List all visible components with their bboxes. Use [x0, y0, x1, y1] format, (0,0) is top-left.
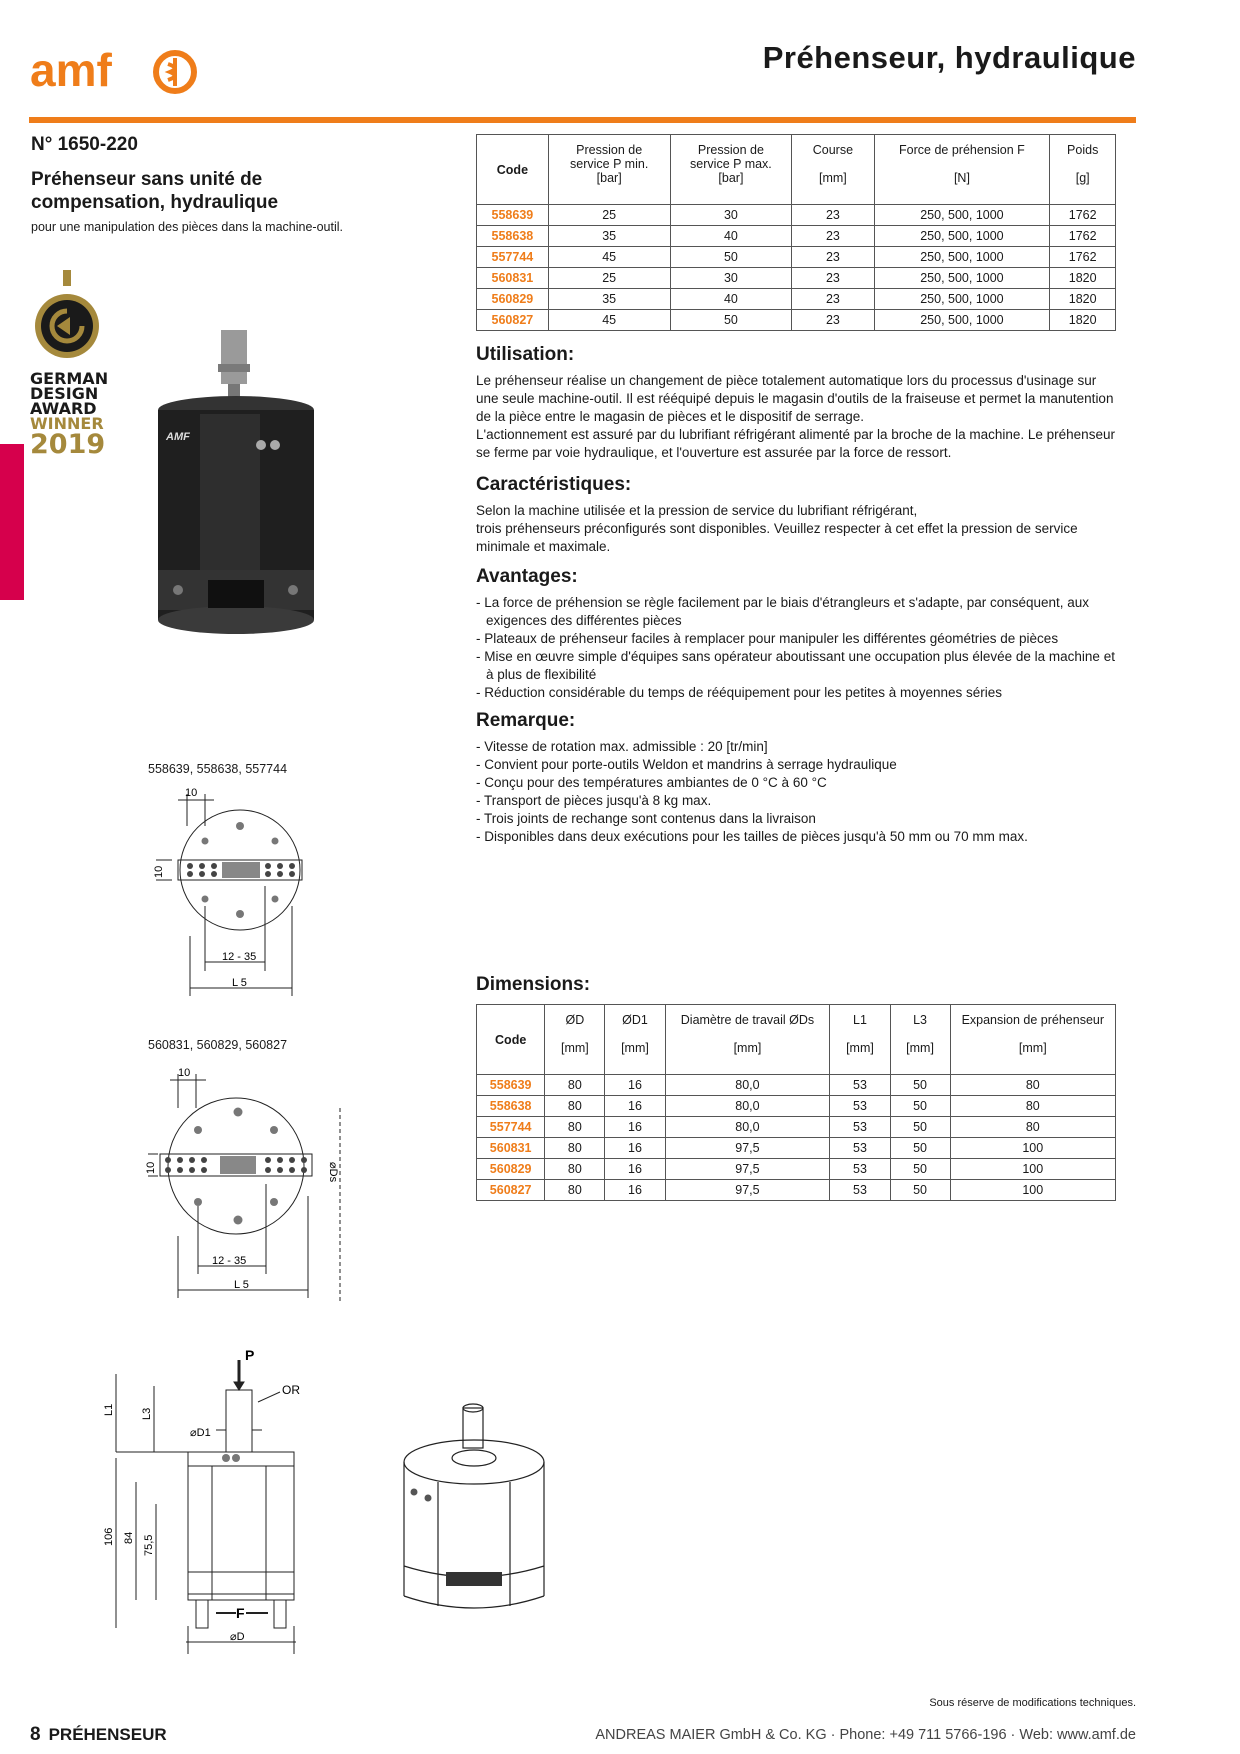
list-item: - Trois joints de rechange sont contenus dans la livraison [476, 811, 816, 826]
dim-header-code: Code [477, 1005, 545, 1075]
spec-header-code: Code [477, 135, 549, 205]
side-label-f: F [236, 1605, 245, 1621]
footnote: Sous réserve de modifications techniques. [929, 1697, 1136, 1709]
table-row: 558639 80 16 80,0 53 50 80 [477, 1075, 1116, 1096]
table-row: 558638 35 40 23 250, 500, 1000 1762 [477, 226, 1116, 247]
amf-logo [30, 42, 195, 94]
table-row: 560827 80 16 97,5 53 50 100 [477, 1180, 1116, 1201]
logo-text: amf [30, 44, 112, 96]
table-row: 560831 80 16 97,5 53 50 100 [477, 1138, 1116, 1159]
figure1-caption: 558639, 558638, 557744 [148, 762, 288, 776]
side-label-d1: ⌀D1 [190, 1427, 211, 1439]
side-label-d: ⌀D [230, 1631, 245, 1643]
dimensions-table [476, 1004, 1116, 1201]
fig2-dim-10-side: 10 [145, 1161, 157, 1174]
utilisation-heading: Utilisation: [476, 344, 575, 365]
list-item: - Mise en œuvre simple d'équipes sans opérateur aboutissant une occupation plus élevée de la machine et à plus de flexibilité [476, 649, 1115, 682]
table-row: 558638 80 16 80,0 53 50 80 [477, 1096, 1116, 1117]
side-label-l1: L1 [103, 1403, 115, 1416]
list-item: - Plateaux de préhenseur faciles à remplacer pour manipuler les différentes géométries de pièces [476, 631, 1059, 646]
list-item: - Disponibles dans deux exécutions pour les tailles de pièces jusqu'à 50 mm ou 70 mm max. [476, 829, 1028, 844]
award-line3: AWARD [30, 399, 97, 418]
product-subtitle: Préhenseur sans unité de compensation, hydraulique [31, 169, 279, 213]
table-row: 560829 80 16 97,5 53 50 100 [477, 1159, 1116, 1180]
table-row: 557744 45 50 23 250, 500, 1000 1762 [477, 247, 1116, 268]
list-item: - Convient pour porte-outils Weldon et mandrins à serrage hydraulique [476, 757, 897, 772]
side-label-p: P [245, 1347, 255, 1363]
table-row: 560827 45 50 23 250, 500, 1000 1820 [477, 310, 1116, 331]
spec-header-pmax: Pression de service P max. [bar] [670, 135, 792, 205]
footer-section [30, 1724, 167, 1746]
remarque-heading: Remarque: [476, 710, 576, 731]
amf-logo-mark [30, 42, 195, 102]
page-number: 8 [30, 1724, 41, 1745]
side-label-l3: L3 [141, 1407, 153, 1420]
list-item: - La force de préhension se règle facilement par le biais d'étrangleurs et s'adapte, par conséquent, aux exigences des différentes pièces [476, 595, 1090, 628]
caracteristiques-section [476, 474, 1116, 556]
spec-header-course: Course [mm] [792, 135, 874, 205]
product-description: pour une manipulation des pièces dans la machine-outil. [31, 220, 343, 234]
isometric-drawing [400, 1396, 550, 1624]
side-label-75-5: 75,5 [143, 1534, 155, 1556]
fig2-dim-l5: L 5 [234, 1279, 249, 1291]
table-row: 560831 25 30 23 250, 500, 1000 1820 [477, 268, 1116, 289]
fig2-dim-12-35: 12 - 35 [212, 1255, 247, 1267]
fig1-dim-12-35: 12 - 35 [222, 951, 257, 963]
svg-text:AMF: AMF [166, 431, 190, 443]
utilisation-text-1: Le préhenseur réalise un changement de pièce totalement automatique lors du processus d'usinage sur une seule machine-outil. Il est rééquipé depuis le magasin d'outils de la fraiseuse et permet la manutention de la pièce entre le magasin de pièces et le dispositif de serrage. [476, 373, 1114, 424]
award-line4: WINNER [30, 414, 104, 433]
dim-header-l1: L1 [mm] [830, 1005, 890, 1075]
award-medal-icon [30, 270, 104, 366]
caracteristiques-text-2: trois préhenseurs préconfigurés sont disponibles. Veuillez respecter à cet effet la pression de service minimale et maximale. [476, 521, 1078, 554]
fig2-dim-ds: ⌀Ds [327, 1162, 339, 1183]
side-view-dimension-drawing [96, 1346, 326, 1660]
fig2-dim-10-top: 10 [178, 1067, 191, 1079]
award-year: 2019 [30, 429, 106, 460]
award-line1: GERMAN [30, 369, 109, 388]
gripper-isometric-line-drawing [400, 1396, 550, 1624]
dim-header-d: ØD [mm] [545, 1005, 605, 1075]
dim-header-l3: L3 [mm] [890, 1005, 950, 1075]
fig1-dim-10-side: 10 [153, 865, 165, 878]
avantages-section [476, 566, 1116, 702]
logo-spring-icon [168, 58, 175, 86]
avantages-heading: Avantages: [476, 566, 578, 587]
figure1-top-view [150, 786, 310, 1008]
spec-header-force: Force de préhension F [N] [874, 135, 1050, 205]
spec-header-poids: Poids [g] [1050, 135, 1116, 205]
product-photo [148, 330, 328, 650]
table-row: 557744 80 16 80,0 53 50 80 [477, 1117, 1116, 1138]
table-row: 558639 25 30 23 250, 500, 1000 1762 [477, 205, 1116, 226]
side-label-or: OR [282, 1383, 300, 1397]
page-title: Préhenseur, hydraulique [762, 40, 1136, 75]
article-number: N° 1650-220 [31, 134, 138, 155]
side-label-106: 106 [103, 1527, 115, 1546]
fig1-dim-l5: L 5 [232, 977, 247, 989]
caracteristiques-heading: Caractéristiques: [476, 474, 632, 495]
gripper-photo-illustration [148, 330, 328, 650]
dim-header-expansion: Expansion de préhenseur [mm] [950, 1005, 1115, 1075]
header-rule [29, 117, 1136, 123]
figure2-top-view [145, 1066, 348, 1308]
list-item: - Vitesse de rotation max. admissible : 20 [tr/min] [476, 739, 768, 754]
footer-section-label: PRÉHENSEUR [48, 1725, 167, 1744]
side-label-84: 84 [123, 1531, 135, 1544]
list-item: - Réduction considérable du temps de rééquipement pour les petites à moyennes séries [476, 685, 1003, 700]
sidebar-accent-bar [0, 444, 24, 600]
spec-header-pmin: Pression de service P min. [bar] [548, 135, 670, 205]
top-view-drawing-small [150, 786, 310, 1008]
utilisation-section [476, 344, 1116, 462]
side-view-drawing [96, 1346, 326, 1660]
german-design-award [30, 270, 109, 460]
spec-table [476, 134, 1116, 331]
fig1-dim-10-top: 10 [185, 787, 198, 799]
award-line2: DESIGN [30, 384, 99, 403]
caracteristiques-text-1: Selon la machine utilisée et la pression de service du lubrifiant réfrigérant, [476, 503, 918, 518]
top-view-drawing-large [145, 1066, 348, 1308]
list-item: - Transport de pièces jusqu'à 8 kg max. [476, 793, 712, 808]
dimensions-heading-wrap [476, 974, 590, 1002]
figure2-caption: 560831, 560829, 560827 [148, 1038, 288, 1052]
remarque-section [476, 710, 1116, 846]
dim-header-ds: Diamètre de travail ØDs [mm] [665, 1005, 830, 1075]
dimensions-heading: Dimensions: [476, 974, 591, 995]
table-row: 560829 35 40 23 250, 500, 1000 1820 [477, 289, 1116, 310]
dim-header-d1: ØD1 [mm] [605, 1005, 665, 1075]
footer-company: ANDREAS MAIER GmbH & Co. KG · Phone: +49 711 5766-196 · Web: www.amf.de [595, 1727, 1136, 1743]
utilisation-text-2: L'actionnement est assuré par du lubrifiant réfrigérant alimenté par la broche de la machine. Le préhenseur se ferme par voie hydraulique, et l'ouverture est assurée par la force de ressort. [476, 427, 1115, 460]
list-item: - Conçu pour des températures ambiantes de 0 °C à 60 °C [476, 775, 827, 790]
